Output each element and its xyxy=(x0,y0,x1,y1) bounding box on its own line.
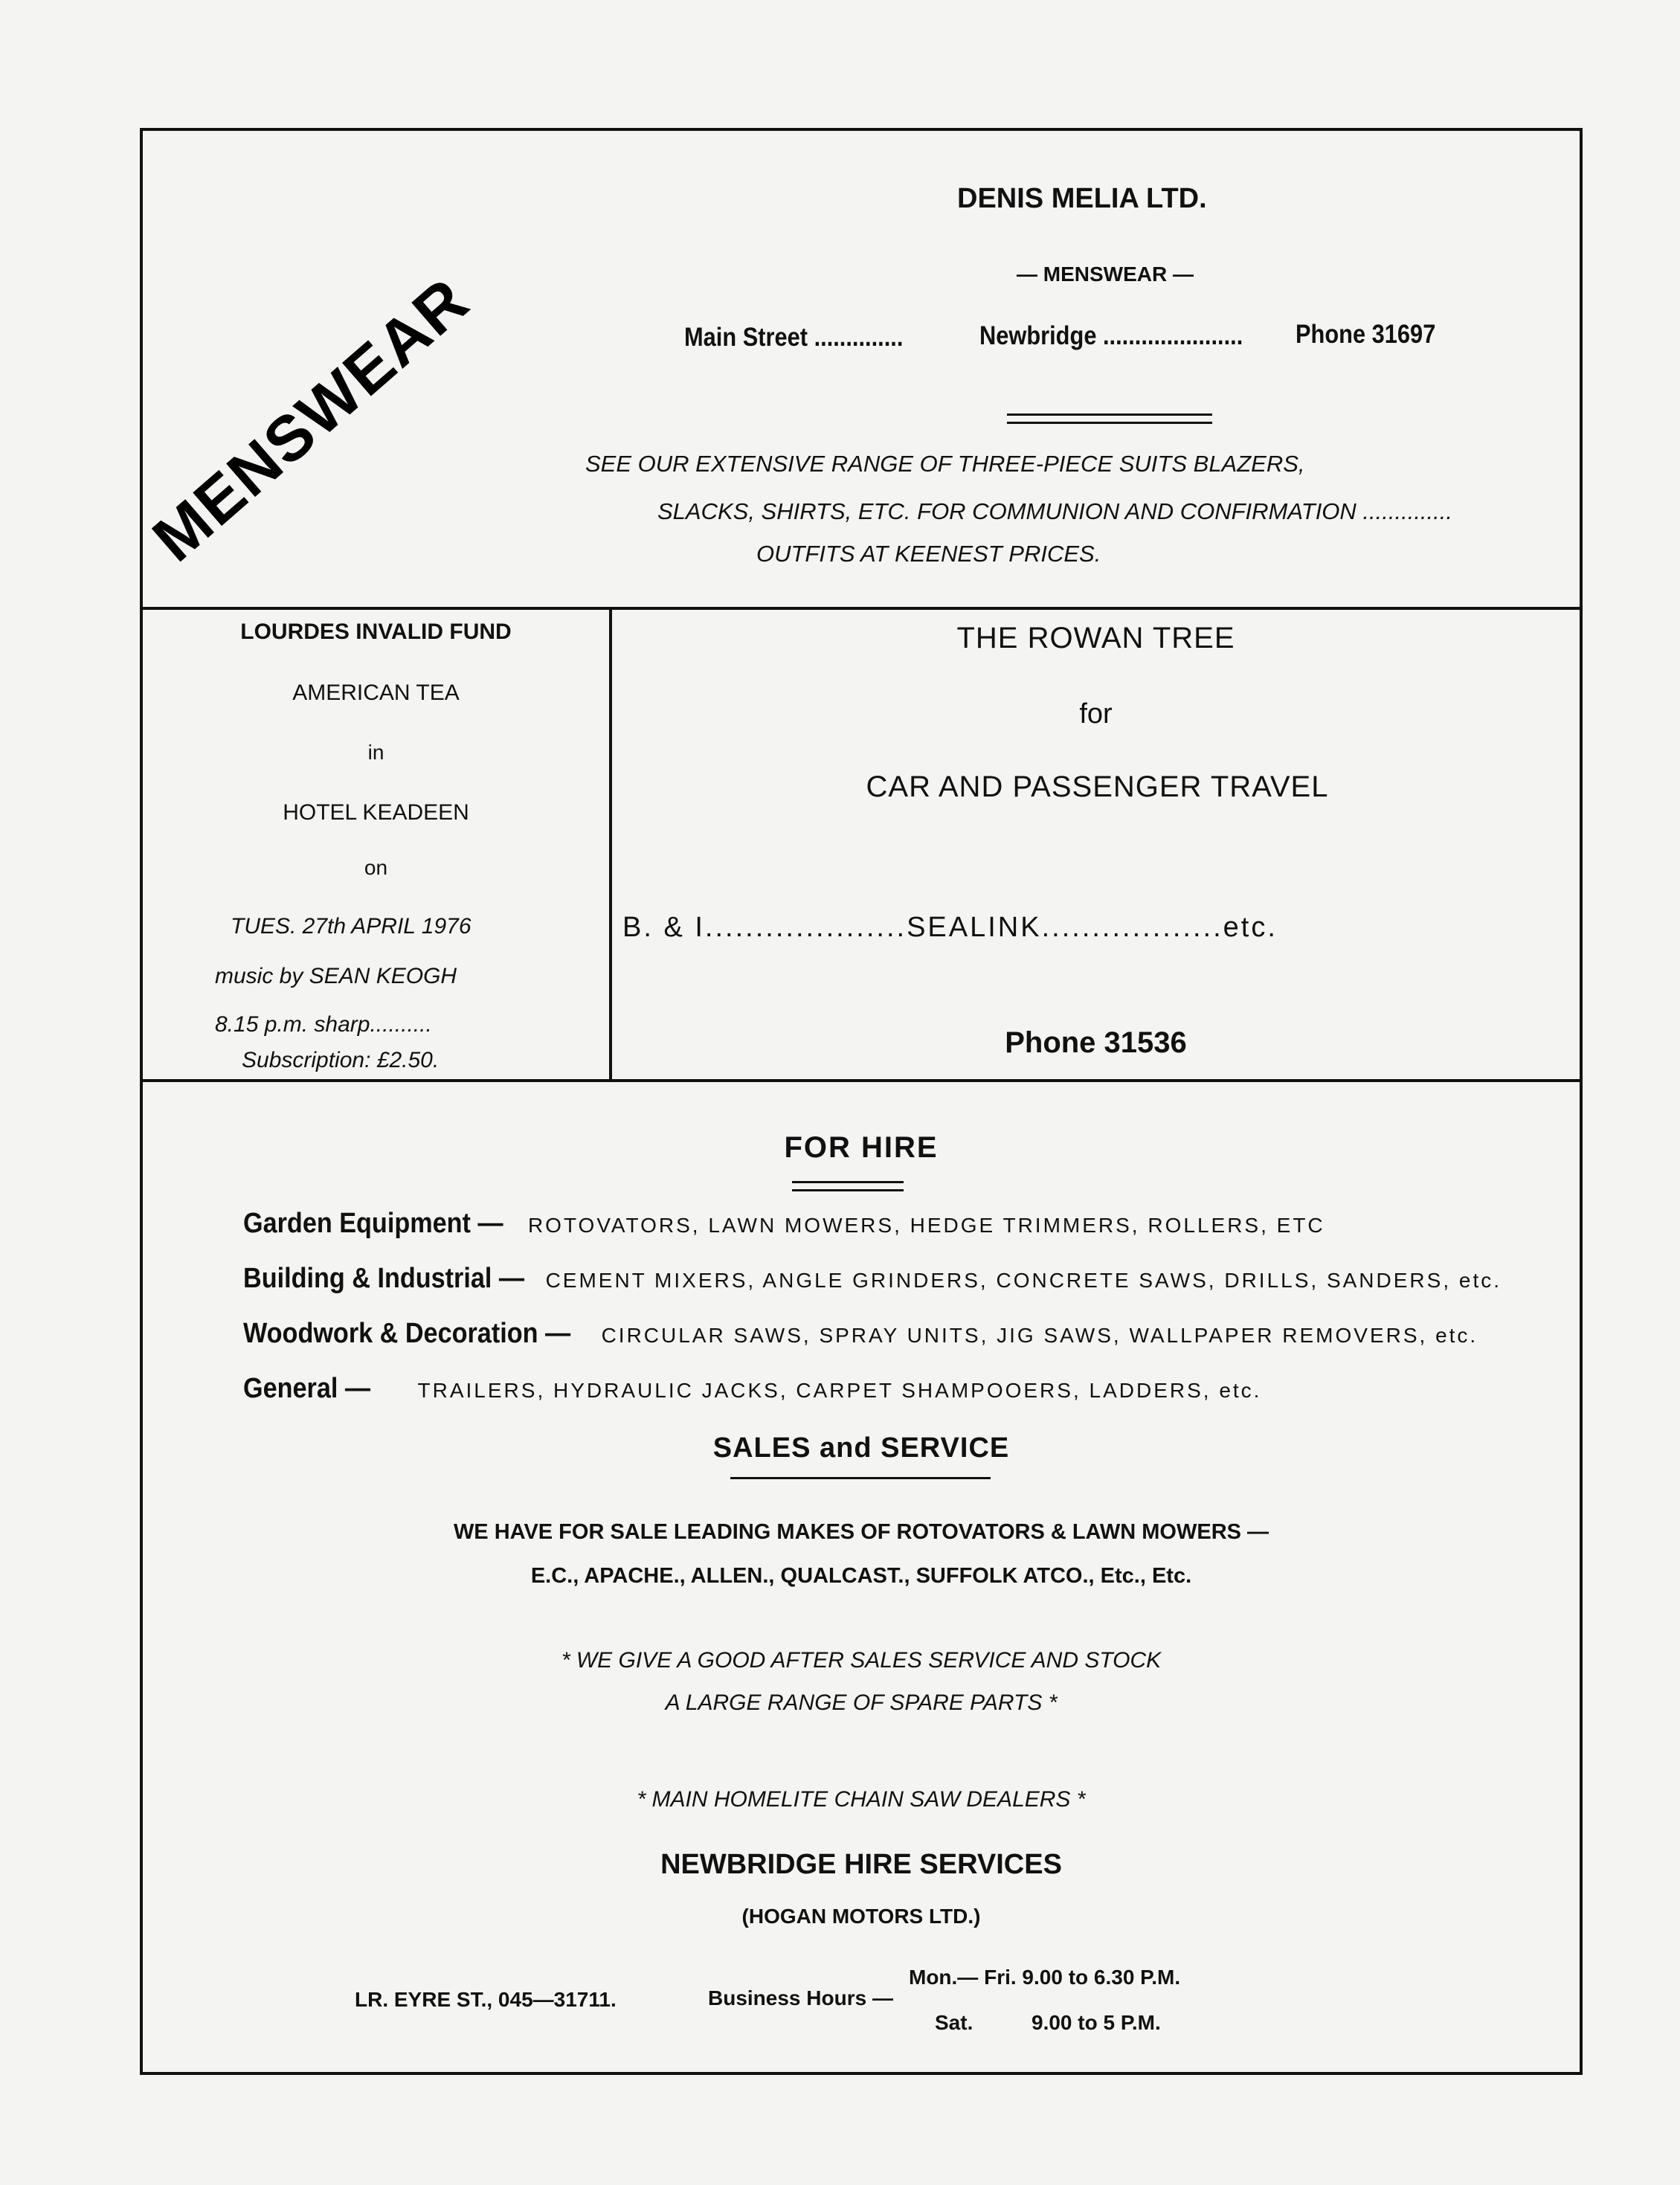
hire-category-name: Woodwork & Decoration — xyxy=(243,1318,571,1349)
hire-company: NEWBRIDGE HIRE SERVICES xyxy=(660,1849,1062,1880)
hours-label: Business Hours — xyxy=(708,1986,893,2009)
menswear-copy-2: SLACKS, SHIRTS, ETC. FOR COMMUNION AND CONFIRMATION .............. xyxy=(657,498,1453,524)
lourdes-subscription: Subscription: £2.50. xyxy=(242,1048,440,1072)
hours-sat: 9.00 to 5 P.M. xyxy=(1032,2011,1161,2034)
hire-heading: FOR HIRE xyxy=(784,1131,939,1164)
sales-heading: SALES and SERVICE xyxy=(712,1432,1010,1464)
menswear-copy-1: SEE OUR EXTENSIVE RANGE OF THREE-PIECE SUITS BLAZERS, xyxy=(585,451,1305,477)
hire-row-building xyxy=(243,1263,1502,1295)
hire-category-items: ROTOVATORS, LAWN MOWERS, HEDGE TRIMMERS, ROLLERS, ETC xyxy=(527,1214,1325,1237)
lourdes-date: TUES. 27th APRIL 1976 xyxy=(231,914,472,939)
rowan-title: THE ROWAN TREE xyxy=(956,622,1235,654)
hire-row-general xyxy=(243,1373,1261,1405)
page-frame xyxy=(140,128,1583,2075)
hire-parent-company: (HOGAN MOTORS LTD.) xyxy=(741,1905,981,1928)
lourdes-time: 8.15 p.m. sharp.......... xyxy=(215,1012,432,1037)
hire-address: LR. EYRE ST., 045—31711. xyxy=(355,1988,617,2011)
lourdes-music: music by SEAN KEOGH xyxy=(215,964,457,988)
menswear-banner: MENSWEAR xyxy=(139,264,483,576)
hire-category-name: General — xyxy=(243,1373,371,1404)
divider-middle xyxy=(143,1079,1580,1082)
hours-weekday: Mon.— Fri. 9.00 to 6.30 P.M. xyxy=(909,1966,1181,1989)
hire-category-items: CEMENT MIXERS, ANGLE GRINDERS, CONCRETE SAWS, DRILLS, SANDERS, etc. xyxy=(545,1269,1502,1292)
menswear-subtitle: — MENSWEAR — xyxy=(1017,263,1194,286)
menswear-phone: Phone 31697 xyxy=(1296,320,1436,349)
hire-category-items: TRAILERS, HYDRAULIC JACKS, CARPET SHAMPOOERS, LADDERS, etc. xyxy=(417,1379,1262,1402)
menswear-company: DENIS MELIA LTD. xyxy=(957,183,1207,214)
menswear-town: Newbridge ...................... xyxy=(979,321,1243,350)
service-line-1: * WE GIVE A GOOD AFTER SALES SERVICE AND STOCK xyxy=(561,1648,1162,1673)
rowan-for: for xyxy=(1079,698,1113,730)
hours-sat-label: Sat. xyxy=(935,2011,973,2034)
sales-line-2: E.C., APACHE., ALLEN., QUALCAST., SUFFOLK ATCO., Etc., Etc. xyxy=(530,1564,1192,1588)
lourdes-event: AMERICAN TEA xyxy=(292,680,460,705)
hire-row-garden xyxy=(243,1208,1325,1240)
divider-vertical xyxy=(609,607,612,1079)
dealer-line: * MAIN HOMELITE CHAIN SAW DEALERS * xyxy=(637,1787,1086,1812)
menswear-copy-3: OUTFITS AT KEENEST PRICES. xyxy=(756,541,1101,567)
hire-divider xyxy=(792,1181,904,1191)
lourdes-venue: HOTEL KEADEEN xyxy=(283,800,469,825)
hire-category-name: Building & Industrial — xyxy=(243,1263,525,1294)
rowan-routes: B. & I....................SEALINK..................etc. xyxy=(622,912,1278,943)
rowan-service: CAR AND PASSENGER TRAVEL xyxy=(866,770,1329,803)
sales-underline xyxy=(730,1477,991,1479)
menswear-divider xyxy=(1007,413,1212,424)
menswear-street: Main Street .............. xyxy=(684,323,904,352)
service-line-2: A LARGE RANGE OF SPARE PARTS * xyxy=(665,1690,1058,1715)
divider-top xyxy=(143,607,1580,610)
lourdes-on: on xyxy=(364,856,388,879)
sales-line-1: WE HAVE FOR SALE LEADING MAKES OF ROTOVATORS & LAWN MOWERS — xyxy=(453,1520,1269,1544)
hire-category-items: CIRCULAR SAWS, SPRAY UNITS, JIG SAWS, WALLPAPER REMOVERS, etc. xyxy=(601,1324,1478,1347)
lourdes-title: LOURDES INVALID FUND xyxy=(240,620,512,644)
rowan-phone: Phone 31536 xyxy=(1005,1026,1187,1059)
hire-category-name: Garden Equipment — xyxy=(243,1208,503,1239)
hire-row-woodwork xyxy=(243,1318,1478,1350)
lourdes-in: in xyxy=(367,741,384,764)
